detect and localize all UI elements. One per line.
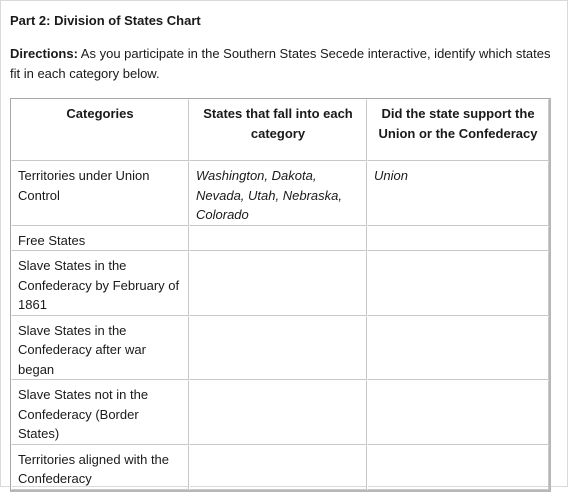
states-cell[interactable] [189,251,367,316]
header-states: States that fall into each category [189,99,367,161]
support-cell[interactable] [367,226,549,252]
table-row [11,445,549,490]
support-cell[interactable] [367,251,549,316]
states-cell[interactable] [189,445,367,490]
states-cell[interactable]: Washington, Dakota, Nevada, Utah, Nebraska, Colorado [189,161,367,226]
states-cell[interactable] [189,380,367,445]
support-cell[interactable] [367,380,549,445]
directions-text: As you participate in the Southern States Secede interactive, identify which states fit in each category below. [10,46,551,81]
table-row [11,380,549,445]
support-cell[interactable] [367,445,549,490]
category-cell: Slave States in the Confederacy after war began [11,316,189,381]
category-cell: Slave States in the Confederacy by February of 1861 [11,251,189,316]
header-categories: Categories [11,99,189,161]
states-cell[interactable] [189,316,367,381]
table-row [11,161,549,226]
directions-label: Directions: [10,46,78,61]
category-cell: Territories under Union Control [11,161,189,226]
table-row [11,251,549,316]
table-row [11,316,549,381]
table-row [11,226,549,252]
states-cell[interactable] [189,226,367,252]
table-header-row [11,99,549,161]
category-cell: Slave States not in the Confederacy (Border States) [11,380,189,445]
division-of-states-table [10,98,551,492]
category-cell: Territories aligned with the Confederacy [11,445,189,490]
category-cell: Free States [11,226,189,252]
support-cell[interactable]: Union [367,161,549,226]
support-cell[interactable] [367,316,549,381]
header-support: Did the state support the Union or the Confederacy [367,99,549,161]
document-title: Part 2: Division of States Chart [10,13,201,28]
directions-paragraph [10,44,555,83]
